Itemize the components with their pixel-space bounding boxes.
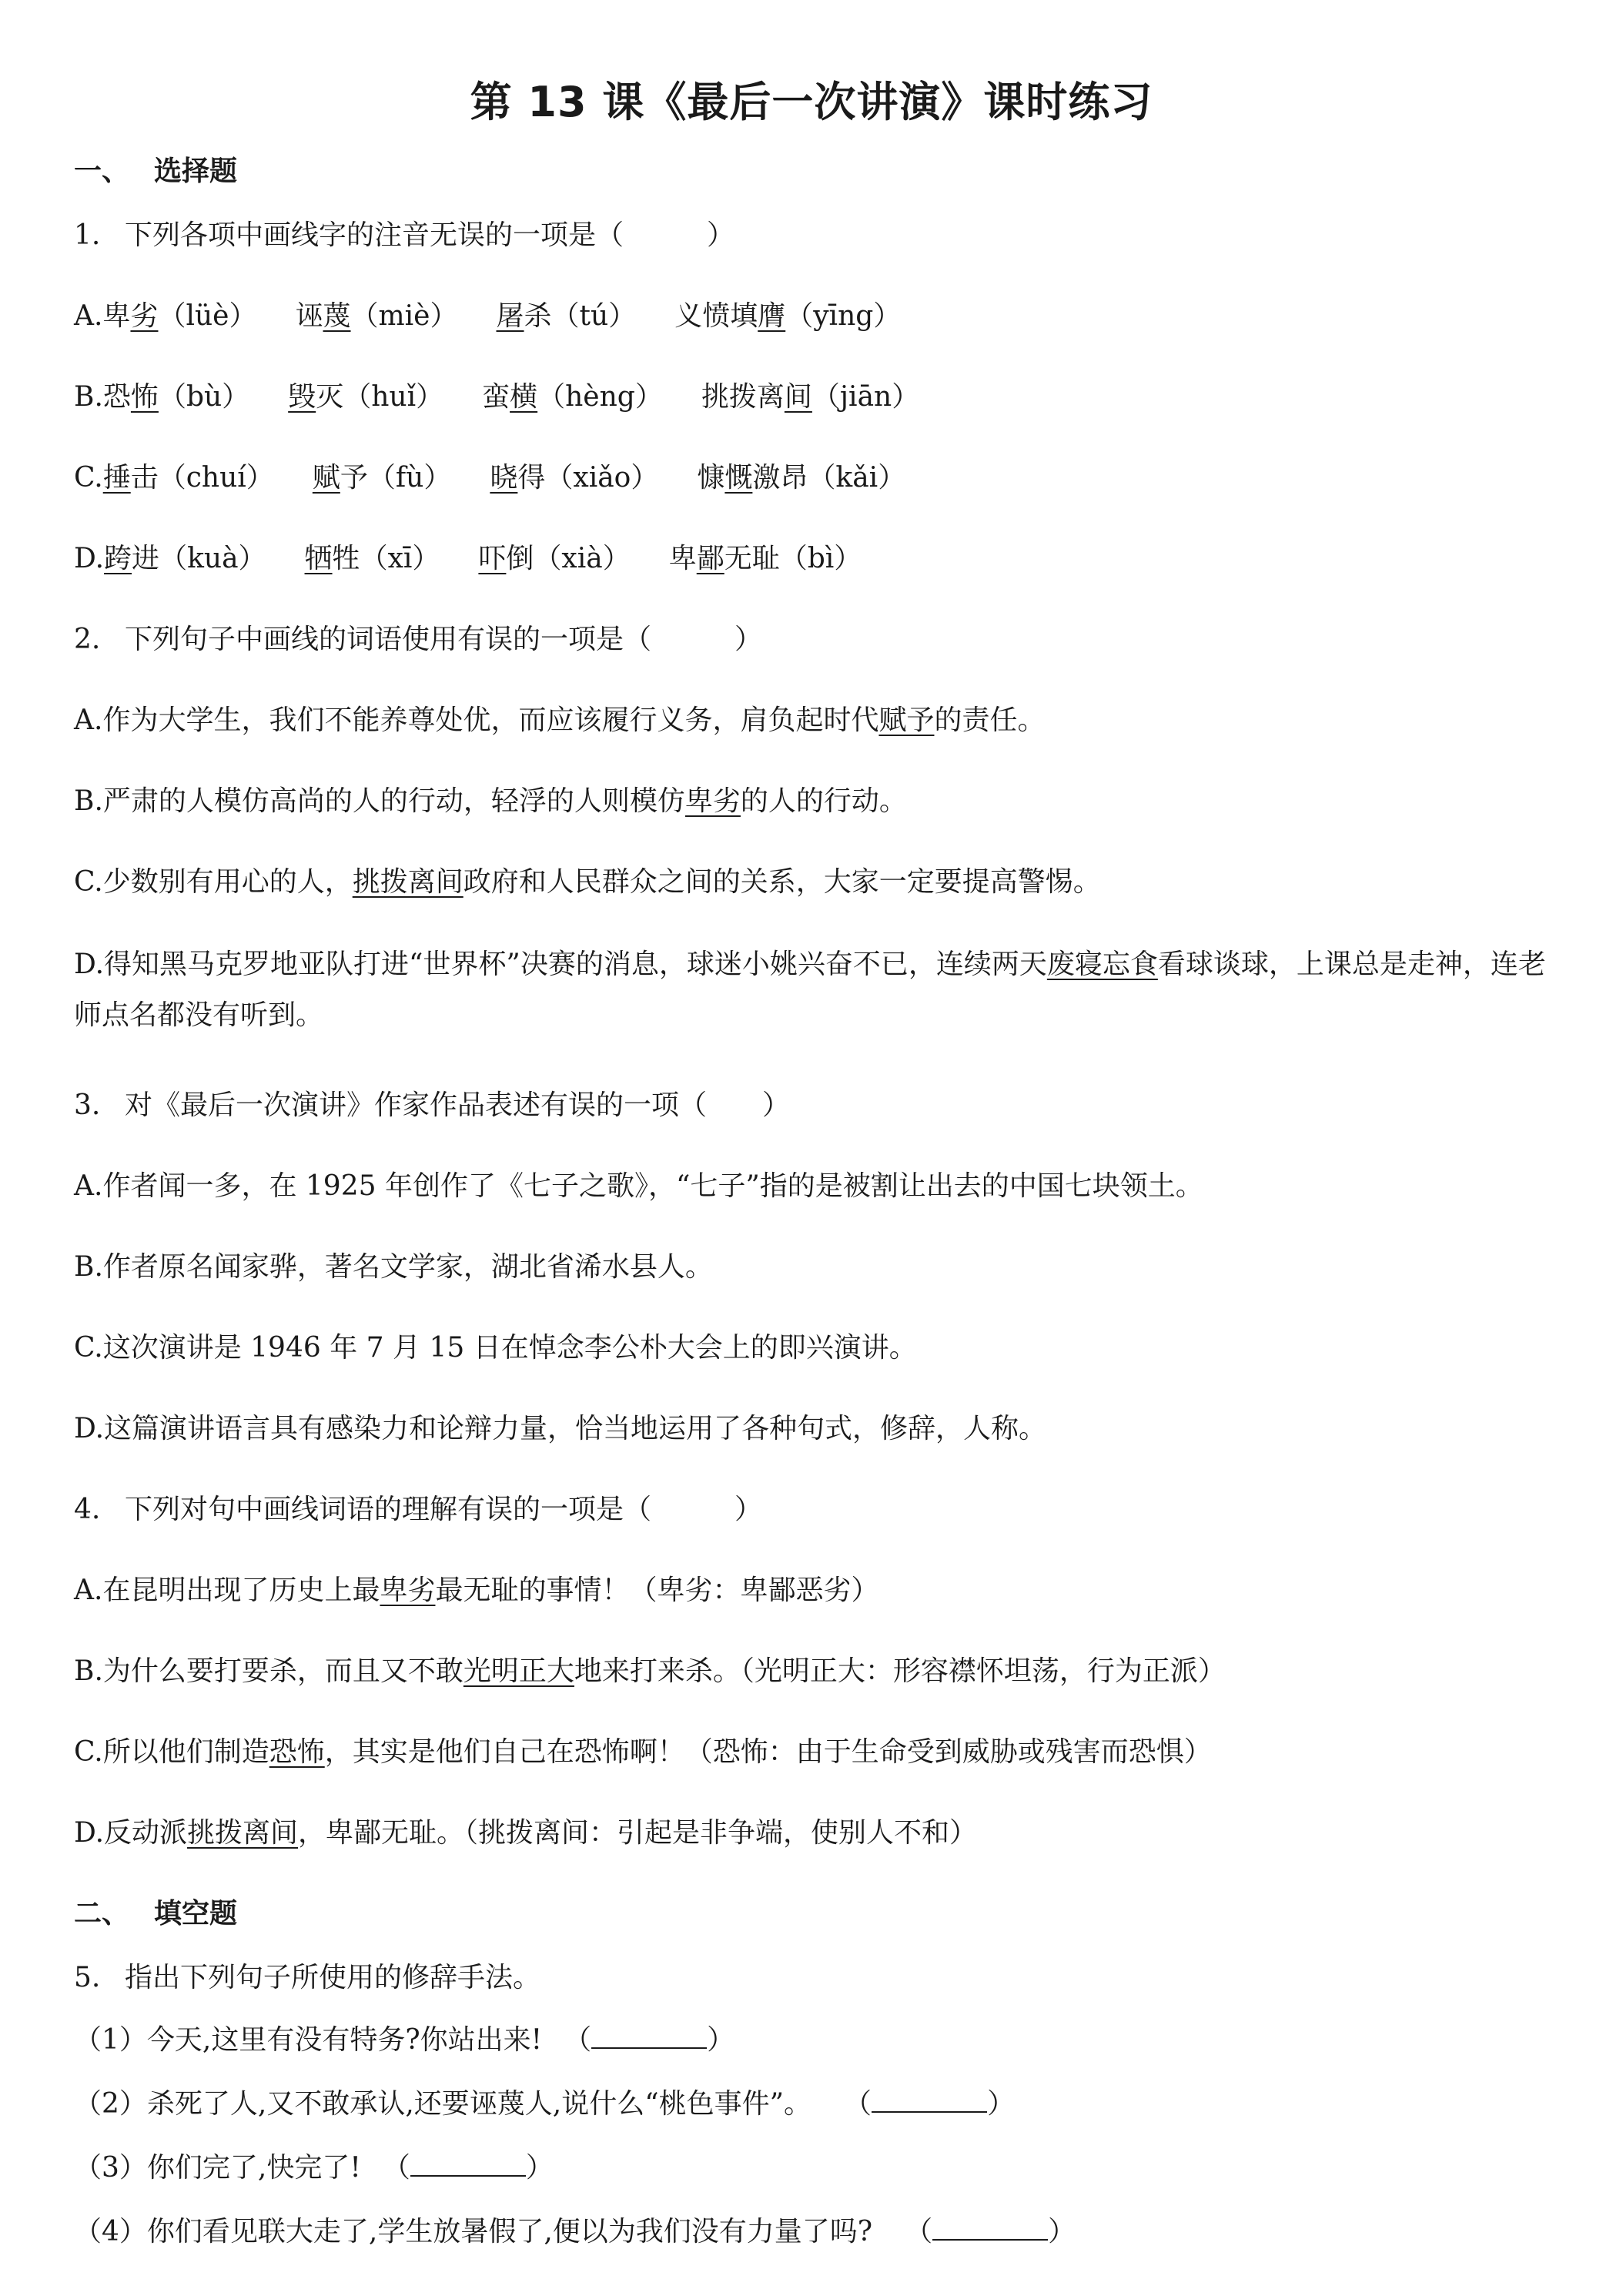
- q4-option-a: A.在昆明出现了历史上最卑劣最无耻的事情！（卑劣：卑鄙恶劣）: [74, 1575, 879, 1606]
- underlined-char: 怖: [130, 381, 159, 413]
- question-number: 2.: [74, 624, 101, 655]
- underlined-char: 蔑: [323, 300, 351, 332]
- underlined-word: 废寝忘食: [1046, 949, 1158, 980]
- underlined-char: 赋: [312, 462, 340, 494]
- underlined-char: 劣: [130, 300, 159, 332]
- underlined-char: 屠: [496, 300, 524, 332]
- question-number: 5.: [74, 1962, 101, 1993]
- underlined-char: 晓: [490, 462, 518, 494]
- q5-item-3: （3）你们完了,快完了! （ ）: [74, 2152, 554, 2184]
- underlined-char: 捶: [102, 462, 131, 494]
- question-1-stem: [74, 218, 735, 253]
- underlined-word: 挑拨离间: [352, 866, 463, 898]
- question-text: 下列句子中画线的词语使用有误的一项是（ ）: [125, 624, 763, 655]
- question-text: 下列各项中画线字的注音无误的一项是（ ）: [125, 219, 735, 251]
- section-heading-choice: [74, 154, 237, 189]
- question-text: 下列对句中画线词语的理解有误的一项是（ ）: [125, 1494, 763, 1525]
- question-4-stem: [74, 1492, 762, 1528]
- question-5-stem: [74, 1960, 540, 1996]
- underlined-char: 毁: [288, 381, 316, 413]
- section-number: 一、: [74, 156, 130, 187]
- q1-option-c: C.捶击（chuí） 赋予（fù） 晓得（xiǎo） 慷慨激昂（kǎi）: [74, 462, 906, 494]
- underlined-word: 恐怖: [269, 1736, 325, 1768]
- section-label: 选择题: [154, 156, 238, 187]
- underlined-char: 牺: [304, 543, 333, 574]
- page-title: 第 13 课《最后一次讲演》课时练习: [470, 78, 1153, 126]
- q5-item-2: （2）杀死了人,又不敢承认,还要诬蔑人,说什么“桃色事件”。 （ ）: [74, 2088, 1016, 2120]
- q1-option-b: B.恐怖（bù） 毁灭（huǐ） 蛮横（hèng） 挑拨离间（jiān）: [74, 381, 920, 413]
- q3-option-d: D.这篇演讲语言具有感染力和论辩力量，恰当地运用了各种句式，修辞，人称。: [74, 1413, 1047, 1444]
- answer-blank[interactable]: [591, 2024, 707, 2049]
- q4-option-c: C.所以他们制造恐怖，其实是他们自己在恐怖啊！（恐怖：由于生命受到威胁或残害而恐惧）: [74, 1736, 1212, 1768]
- answer-blank[interactable]: [872, 2088, 987, 2113]
- underlined-char: 鄙: [696, 543, 724, 574]
- q2-option-d: D.得知黑马克罗地亚队打进“世界杯”决赛的消息，球迷小姚兴奋不已，连续两天废寝忘食看球谈球，上课总是走神，连老师点名都没有听到。: [74, 949, 1546, 1031]
- underlined-word: 卑劣: [684, 785, 741, 817]
- q3-option-c: C.这次演讲是 1946 年 7 月 15 日在悼念李公朴大会上的即兴演讲。: [74, 1332, 917, 1364]
- q4-option-b: B.为什么要打要杀，而且又不敢光明正大地来打来杀。（光明正大：形容襟怀坦荡，行为正派）: [74, 1655, 1226, 1687]
- q4-option-d: D.反动派挑拨离间，卑鄙无耻。（挑拨离间：引起是非争端，使别人不和）: [74, 1817, 978, 1849]
- q1-option-a: A.卑劣（lüè） 诬蔑（miè） 屠杀（tú） 义愤填膺（yīng）: [74, 300, 902, 332]
- question-2-stem: [74, 622, 762, 658]
- answer-blank[interactable]: [932, 2216, 1048, 2241]
- q2-option-a: A.作为大学生，我们不能养尊处优，而应该履行义务，肩负起时代赋予的责任。: [74, 705, 1046, 736]
- q1-option-d: D.跨进（kuà） 牺牲（xī） 吓倒（xià） 卑鄙无耻（bì）: [74, 543, 862, 574]
- q2-option-c: C.少数别有用心的人，挑拨离间政府和人民群众之间的关系，大家一定要提高警惕。: [74, 866, 1101, 898]
- question-number: 1.: [74, 219, 101, 251]
- q2-option-b: B.严肃的人模仿高尚的人的行动，轻浮的人则模仿卑劣的人的行动。: [74, 785, 907, 817]
- q5-item-1: （1）今天,这里有没有特务?你站出来! （ ）: [74, 2024, 735, 2056]
- underlined-char: 横: [510, 381, 538, 413]
- question-text: 指出下列句子所使用的修辞手法。: [125, 1962, 541, 1993]
- answer-blank[interactable]: [410, 2152, 526, 2177]
- question-number: 3.: [74, 1089, 101, 1121]
- underlined-char: 慨: [724, 462, 753, 494]
- section-heading-fill: [74, 1896, 237, 1932]
- underlined-char: 跨: [104, 543, 132, 574]
- underlined-char: 吓: [478, 543, 507, 574]
- section-number: 二、: [74, 1898, 130, 1930]
- question-number: 4.: [74, 1494, 101, 1525]
- q3-option-a: A.作者闻一多，在 1925 年创作了《七子之歌》，“七子”指的是被割让出去的中国七块领土。: [74, 1170, 1203, 1202]
- underlined-char: 间: [784, 381, 812, 413]
- underlined-word: 卑劣: [380, 1575, 436, 1606]
- question-3-stem: [74, 1088, 790, 1123]
- underlined-word: 光明正大: [463, 1655, 574, 1687]
- section-label: 填空题: [154, 1898, 238, 1930]
- underlined-word: 赋予: [878, 705, 935, 736]
- question-text: 对《最后一次演讲》作家作品表述有误的一项（ ）: [125, 1089, 791, 1121]
- q3-option-b: B.作者原名闻家骅，著名文学家，湖北省浠水县人。: [74, 1251, 713, 1283]
- q5-item-4: （4）你们看见联大走了,学生放暑假了,便以为我们没有力量了吗? （ ）: [74, 2216, 1076, 2247]
- underlined-char: 膺: [758, 300, 786, 332]
- underlined-word: 挑拨离间: [187, 1817, 299, 1849]
